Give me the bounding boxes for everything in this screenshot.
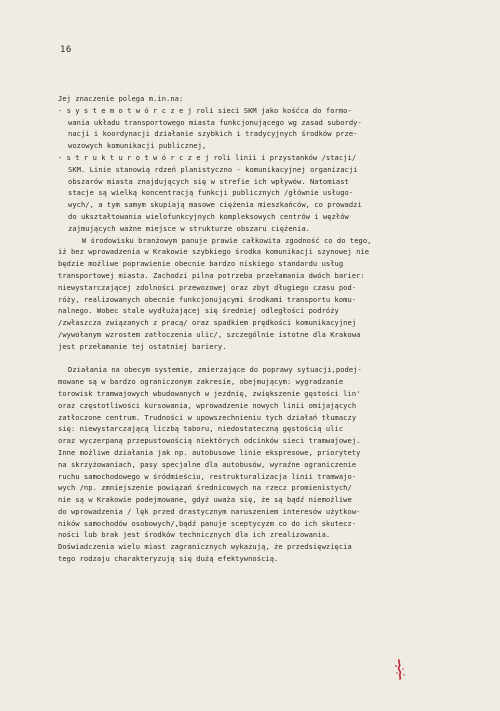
text-line: nacji i koordynacji działanie szybkich i tradycyjnych środków prze- (68, 129, 358, 139)
text-line: Doświadczenia wielu miast zagranicznych wykazują, że przedsięwzięcia (58, 542, 352, 552)
text-line: zajmujących ważne miejsce w strukturze obszaru ciężenia. (68, 223, 310, 233)
text-line: Działania na obecym systemie, zmierzające do poprawy sytuacji,podej- (68, 365, 362, 375)
text-line: ników samochodów osobowych/,bądź panuje sceptycyzm co do ich skutecz- (58, 518, 357, 528)
text-line: się: niewystarczającą liczbą taboru, niedostateczną gęstością ulic (58, 424, 344, 434)
text-line: stacje są wielką koncentracją funkcji publicznych /głównie usługo- (68, 188, 354, 198)
text-line: wania układu transportowego miasta funkcjonującego wg zasad subordy- (68, 117, 362, 127)
text-line: obszarów miasta znajdujących się w strefie ich wpływów. Natomiast (68, 176, 349, 186)
text-line: oraz częstotliwości kursowania, wprowadzenie nowych linii omijających (58, 400, 357, 410)
text-line: nalnego. Wobec stale wydłużającej się średniej odległości podróży (58, 306, 339, 316)
text-line: - s y s t e m o t w ó r c z e j roli sieci SKM jako kośćca do formo- (58, 105, 352, 115)
text-line: mowane są w bardzo ograniczonym zakresie, obejmującym: wygradzanie (58, 377, 344, 387)
text-line: oraz wyczerpaną przepustowością niektórych odcinków sieci tramwajowej. (58, 436, 361, 446)
text-line: róży, realizowanych obecnie funkcjonującymi środkami transportu komu- (58, 294, 357, 304)
text-line: wych/, a tym samym skupiają masowe ciężenia mieszkańców, co prowadzi (68, 200, 362, 210)
text-line: wozowych komunikacji publicznej, (68, 141, 207, 151)
text-line: na skrzyżowaniach, pasy specjalne dla autobusów, wyraźne ograniczenie (58, 459, 357, 469)
text-line: nie są w Krakowie podejmowane, gdyż uważa się, że są bądź niemożliwe (58, 495, 352, 505)
text-line: /wywołanym wzrostem zatłoczenia ulic/, szczególnie istotne dla Krakowa (58, 329, 361, 339)
text-line: Inne możliwe działania jak np. autobusowe linie ekspresowe, priorytety (58, 447, 361, 457)
text-line: niewystarczającej zdolności przewozowej oraz zbyt długiego czasu pod- (58, 282, 357, 292)
text-line: W środowisku branżowym panuje prawie całkowita zgodność co do tego, (82, 235, 372, 245)
text-line: ności lub brak jest środków technicznych dla ich zrealizowania. (58, 530, 331, 540)
text-line: Jej znaczenie polega m.in.na: (58, 94, 184, 103)
text-line: wych /np. zmniejszenie powiązań średnicowych na rzecz promienistych/ (58, 483, 352, 493)
text-line (58, 353, 468, 365)
text-line: transportowej miasta. Zachodzi pilna potrzeba przełamania dwóch barier: (58, 270, 365, 280)
text-line: iż bez wprowadzenia w Krakowie szybkiego środka komunikacji szynowej nie (58, 247, 370, 257)
red-ink-mark (392, 658, 408, 680)
text-line: /zwłaszcza związanych z pracą/ oraz spadkiem prędkości komunikacyjnej (58, 318, 357, 328)
text-line: do ukształtowania wielofunkcyjnych kompleksowych centrów i węzłów (68, 211, 349, 221)
text-line: tego rodzaju charakteryzują się dużą efektywnością. (58, 554, 279, 564)
text-line: - s t r u k t u r o t w ó r c z e j roli linii i przystanków /stacji/ (58, 152, 357, 162)
text-line: torowisk tramwajowych wbudowanych w jezdnię, zwiększenie gęstości lin' (58, 388, 361, 398)
text-line: zatłoczone centrum. Trudności w upowszechnieniu tych działań tłumaczy (58, 412, 357, 422)
text-line: ruchu samochodowego w śródmieściu, restrukturalizacja linii tramwajo- (58, 471, 357, 481)
text-line: jest przełamanie tej ostatniej bariery. (58, 341, 227, 351)
text-line: SKM. Linie stanowią rdzeń planistyczno - komunikacyjnej organizacji (68, 164, 358, 174)
text-line: będzie możliwe poprawienie obecnie bardzo niskiego standardu usług (58, 259, 344, 269)
text-line: do wprowadzenia / lęk przed drastycznym naruszeniem interesów użytkow- (58, 506, 361, 516)
page-number: 16 (60, 45, 72, 55)
body-text (58, 93, 468, 565)
